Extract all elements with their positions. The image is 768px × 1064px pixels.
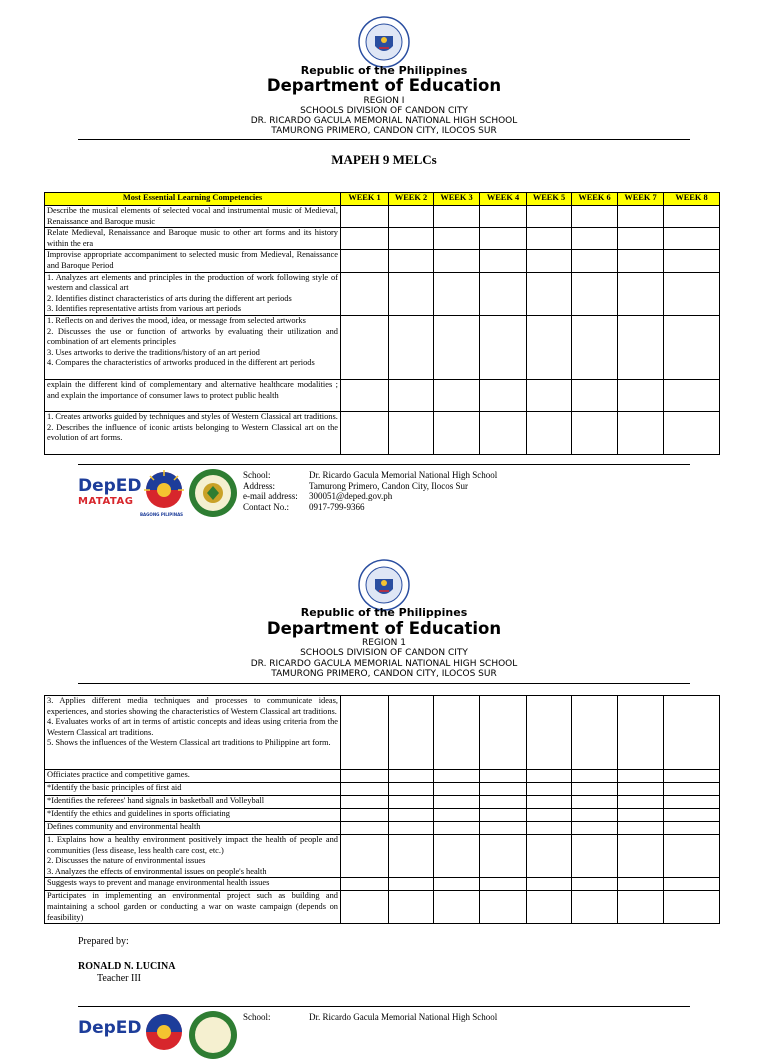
week-header: WEEK 8	[664, 193, 720, 206]
division-line: SCHOOLS DIVISION OF CANDON CITY	[300, 106, 468, 116]
deped-matatag-logo	[78, 476, 142, 507]
school-label: School:	[243, 1012, 271, 1022]
competency-cell: *Identifies the referees' hand signals in basketball and Volleyball	[45, 796, 341, 809]
bagong-pilipinas-text: BAGONG PILIPINAS	[140, 512, 184, 517]
deped-matatag-logo	[78, 1018, 142, 1038]
table-row	[45, 878, 720, 891]
header-divider	[78, 683, 690, 684]
letterhead-footer	[78, 466, 698, 522]
prepared-by-label: Prepared by:	[78, 936, 129, 947]
table-row	[45, 379, 720, 411]
competency-cell: Describe the musical elements of selected vocal and instrumental music of Medieval, Renaissance and Baroque music	[45, 206, 341, 228]
bagong-pilipinas-logo	[136, 468, 192, 520]
table-row	[45, 315, 720, 379]
region-line: REGION 1	[362, 638, 406, 648]
competency-cell: 1. Reflects on and derives the mood, idea, or message from selected artworks 2. Discusses the use or function of artworks by evaluating their utilization and combination of art elements principles 3. Uses artworks to derive the traditions/history of an art period 4. Compares the characteristics of artworks produced in the different art periods	[45, 315, 341, 379]
republic-line: Republic of the Philippines	[300, 606, 468, 619]
school-label: School:	[243, 470, 271, 480]
week-header: WEEK 1	[341, 193, 389, 206]
table-row	[45, 809, 720, 822]
school-value: Dr. Ricardo Gacula Memorial National High School	[309, 1012, 498, 1022]
competency-cell: Relate Medieval, Renaissance and Baroque music to other art forms and its history within the era	[45, 228, 341, 250]
address-line: TAMURONG PRIMERO, CANDON CITY, ILOCOS SUR	[271, 669, 497, 679]
competency-cell: 1. Explains how a healthy environment positively impact the health of people and communities (less disease, less health care cost, etc.) 2. Discusses the nature of environmental issues 3. Analyzes the effects of environmental issues on people's health	[45, 835, 341, 878]
table-header-row	[45, 193, 720, 206]
school-seal-icon	[188, 1010, 238, 1060]
competency-cell: Improvise appropriate accompaniment to selected music from Medieval, Renaissance and Baroque Period	[45, 250, 341, 272]
table-row	[45, 796, 720, 809]
week-header: WEEK 3	[434, 193, 480, 206]
melc-table-page2	[44, 695, 720, 924]
republic-line: Republic of the Philippines	[300, 64, 468, 77]
email-value: 300051@deped.gov.ph	[309, 491, 393, 501]
school-contact-info	[243, 1012, 497, 1023]
contact-value: 0917-799-9366	[309, 501, 365, 512]
table-row	[45, 891, 720, 924]
division-line: SCHOOLS DIVISION OF CANDON CITY	[300, 648, 468, 658]
school-seal-icon	[188, 468, 238, 518]
table-row	[45, 770, 720, 783]
school-line: DR. RICARDO GACULA MEMORIAL NATIONAL HIGH SCHOOL	[250, 659, 518, 669]
competency-cell: Defines community and environmental health	[45, 822, 341, 835]
competency-cell: explain the different kind of complementary and alternative healthcare modalities ; and explain the importance of consumer laws to protect public health	[45, 379, 341, 411]
matatag-text: MATATAG	[78, 496, 134, 507]
table-row	[45, 272, 720, 315]
week-header: WEEK 4	[480, 193, 527, 206]
document-title: MAPEH 9 MELCs	[331, 152, 437, 167]
school-line: DR. RICARDO GACULA MEMORIAL NATIONAL HIGH SCHOOL	[250, 116, 518, 126]
deped-logo-text: DepED	[78, 476, 142, 496]
competency-cell: 1. Analyzes art elements and principles in the production of work following style of western and classical art 2. Identifies distinct characteristics of arts during the different art periods 3. Identifies representative artists from various art periods	[45, 272, 341, 315]
email-label: e-mail address:	[243, 491, 298, 501]
table-row	[45, 835, 720, 878]
deped-seal	[358, 559, 410, 611]
bagong-pilipinas-emblem-icon	[136, 1010, 192, 1054]
bagong-pilipinas-emblem-icon	[136, 468, 192, 512]
table-row	[45, 228, 720, 250]
table-row	[45, 411, 720, 454]
region-line: REGION I	[363, 96, 405, 106]
footer-divider	[78, 1006, 690, 1007]
week-header: WEEK 2	[389, 193, 434, 206]
table-row	[45, 783, 720, 796]
deped-logo-text: DepED	[78, 1018, 142, 1038]
week-header: WEEK 7	[618, 193, 664, 206]
competency-cell: 1. Creates artworks guided by techniques and styles of Western Classical art traditions. 2. Describes the influence of iconic artists belonging to Western Classical art on the evolution of art forms.	[45, 411, 341, 454]
table-row	[45, 696, 720, 770]
table-row	[45, 206, 720, 228]
department-title: Department of Education	[266, 619, 502, 638]
header-divider	[78, 139, 690, 140]
competency-header: Most Essential Learning Competencies	[45, 193, 341, 206]
school-value: Dr. Ricardo Gacula Memorial National High School	[309, 470, 498, 480]
table-row	[45, 250, 720, 272]
school-contact-info	[243, 470, 497, 512]
competency-cell: 3. Applies different media techniques and processes to communicate ideas, experiences, and stories showing the characteristics of Western Classical art traditions. 4. Evaluates works of art in terms of artistic concepts and ideas using criteria from the Western Classical art traditions. 5. Shows the influences of the Western Classical art traditions to Philippine art form.	[45, 696, 341, 770]
signatory-name: RONALD N. LUCINA	[78, 961, 176, 972]
contact-label: Contact No.:	[243, 501, 289, 512]
competency-cell: Suggests ways to prevent and manage environmental health issues	[45, 878, 341, 891]
letterhead-footer	[78, 1008, 698, 1064]
department-title: Department of Education	[266, 76, 502, 95]
signatory-position: Teacher III	[97, 973, 141, 984]
deped-seal	[358, 16, 410, 68]
melc-table-page1	[44, 192, 720, 455]
competency-cell: *Identify the ethics and guidelines in sports officiating	[45, 809, 341, 822]
address-value: Tamurong Primero, Candon City, Ilocos Sur	[309, 480, 469, 491]
footer-divider	[78, 464, 690, 465]
week-header: WEEK 5	[527, 193, 572, 206]
competency-cell: Participates in implementing an environmental project such as building and maintaining a school garden or conducting a war on waste campaign (depends on feasibility)	[45, 891, 341, 924]
competency-cell: *Identify the basic principles of first aid	[45, 783, 341, 796]
competency-cell: Officiates practice and competitive games.	[45, 770, 341, 783]
week-header: WEEK 6	[572, 193, 618, 206]
address-label: Address:	[243, 480, 275, 491]
table-row	[45, 822, 720, 835]
address-line: TAMURONG PRIMERO, CANDON CITY, ILOCOS SUR	[271, 126, 497, 136]
bagong-pilipinas-logo	[136, 1010, 192, 1062]
